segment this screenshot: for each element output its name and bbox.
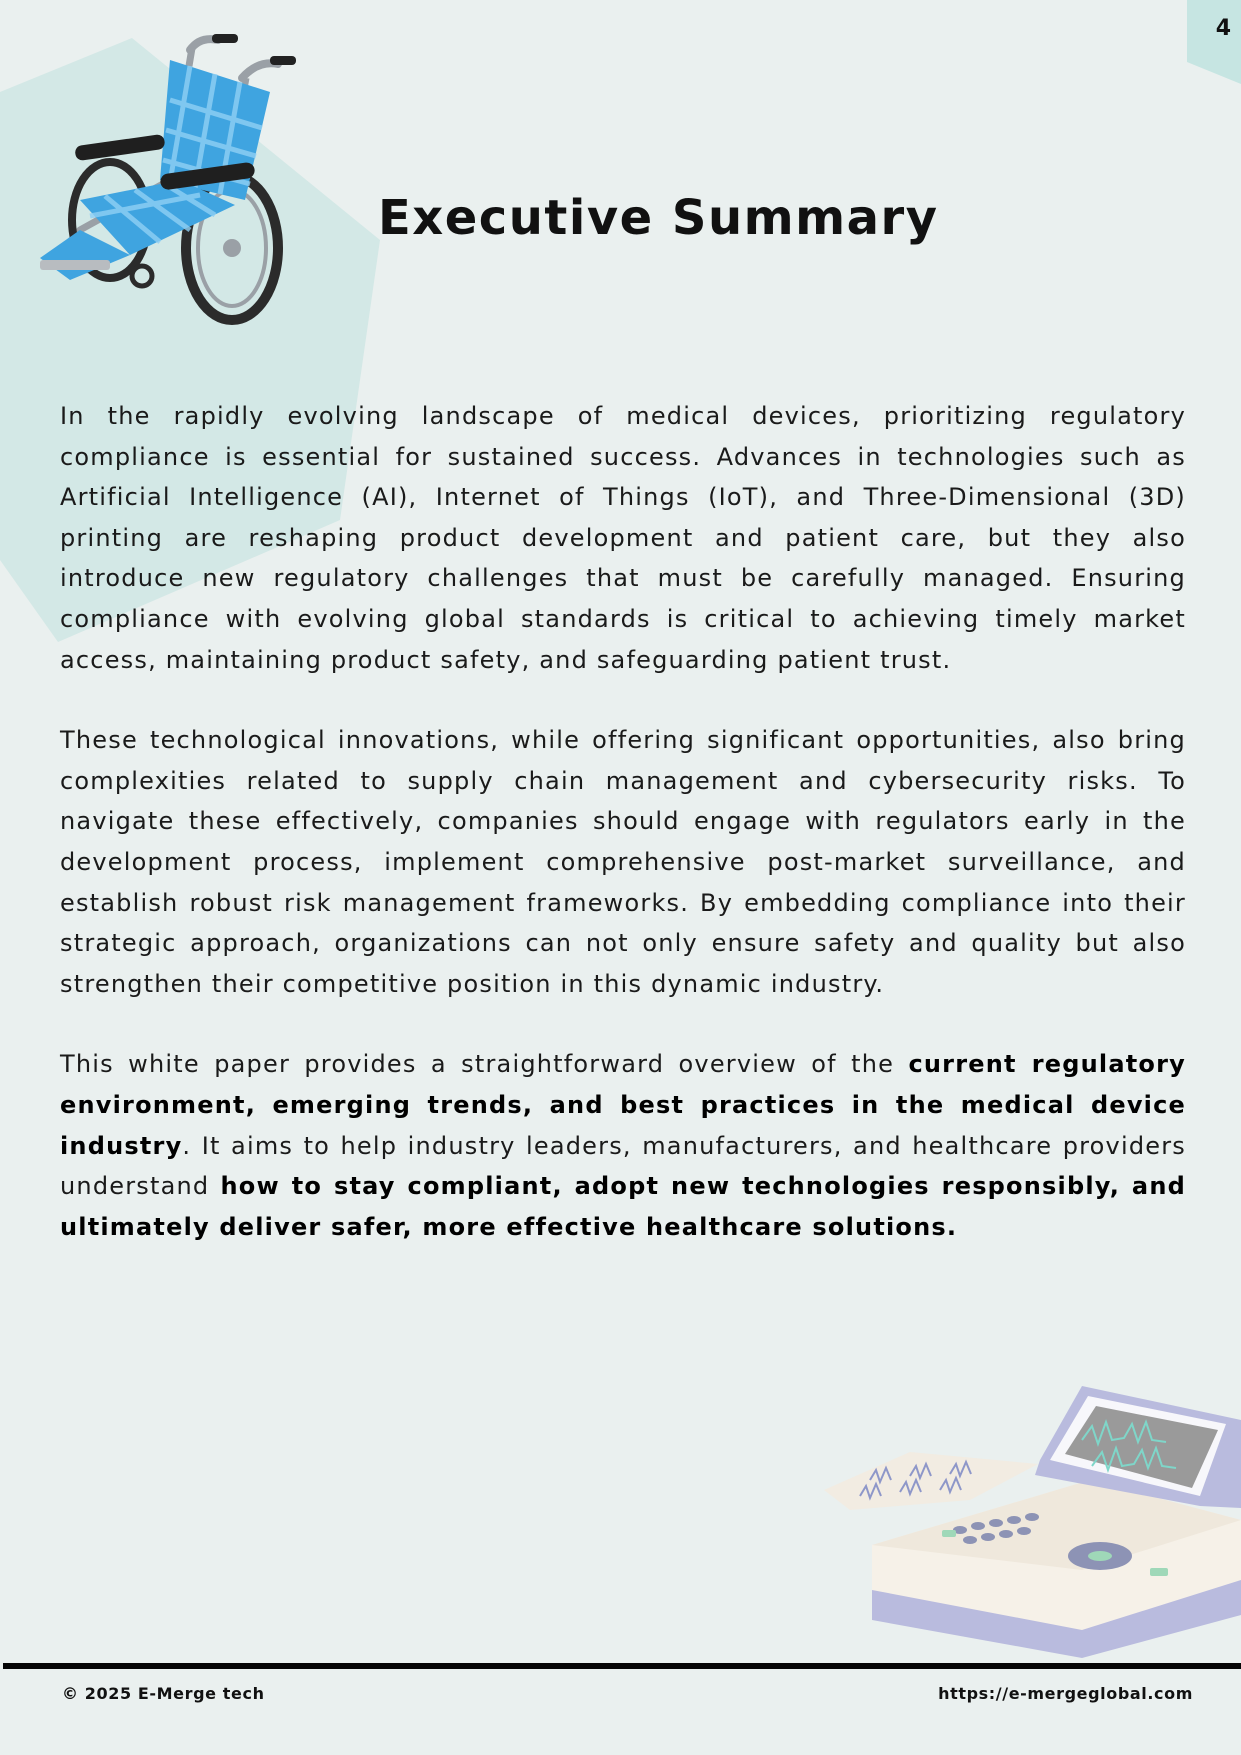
page-number: 4	[1215, 16, 1231, 41]
paragraph-3-bold-a: current regulatory environment, emerging trends, and best practices in the medical device industry	[60, 1050, 1186, 1160]
footer-divider	[3, 1663, 1241, 1669]
wheelchair-icon	[20, 30, 320, 335]
body-text	[60, 396, 1186, 1287]
footer-copyright: © 2025 E-Merge tech	[62, 1684, 265, 1703]
paragraph-3-text-a: This white paper provides a straightforward overview of the	[60, 1050, 909, 1079]
paragraph-3-bold-b: how to stay compliant, adopt new technologies responsibly, and ultimately deliver safer, more effective healthcare solutions.	[60, 1172, 1186, 1241]
page-title: Executive Summary	[378, 190, 939, 246]
paragraph-3	[60, 1044, 1186, 1247]
footer-url[interactable]: https://e-mergeglobal.com	[938, 1684, 1193, 1703]
paragraph-1: In the rapidly evolving landscape of medical devices, prioritizing regulatory compliance is essential for sustained success. Advances in technologies such as Artificial Intelligence (AI), Internet of Things (IoT), and Three-Dimensional (3D) printing are reshaping product development and patient care, but they also introduce new regulatory challenges that must be carefully managed. Ensuring compliance with evolving global standards is critical to achieving timely market access, maintaining product safety, and safeguarding patient trust.	[60, 402, 1186, 674]
ecg-machine-icon	[820, 1380, 1241, 1660]
paragraph-3-text-b: . It aims to help industry leaders, manufacturers, and healthcare providers understand	[60, 1131, 1186, 1201]
page-corner-tab	[1187, 0, 1241, 84]
paragraph-2: These technological innovations, while offering significant opportunities, also bring complexities related to supply chain management and cybersecurity risks. To navigate these effectively, companies should engage with regulators early in the development process, implement comprehensive post-market surveillance, and establish robust risk management frameworks. By embedding compliance into their strategic approach, organizations can not only ensure safety and quality but also strengthen their competitive position in this dynamic industry.	[60, 726, 1186, 998]
